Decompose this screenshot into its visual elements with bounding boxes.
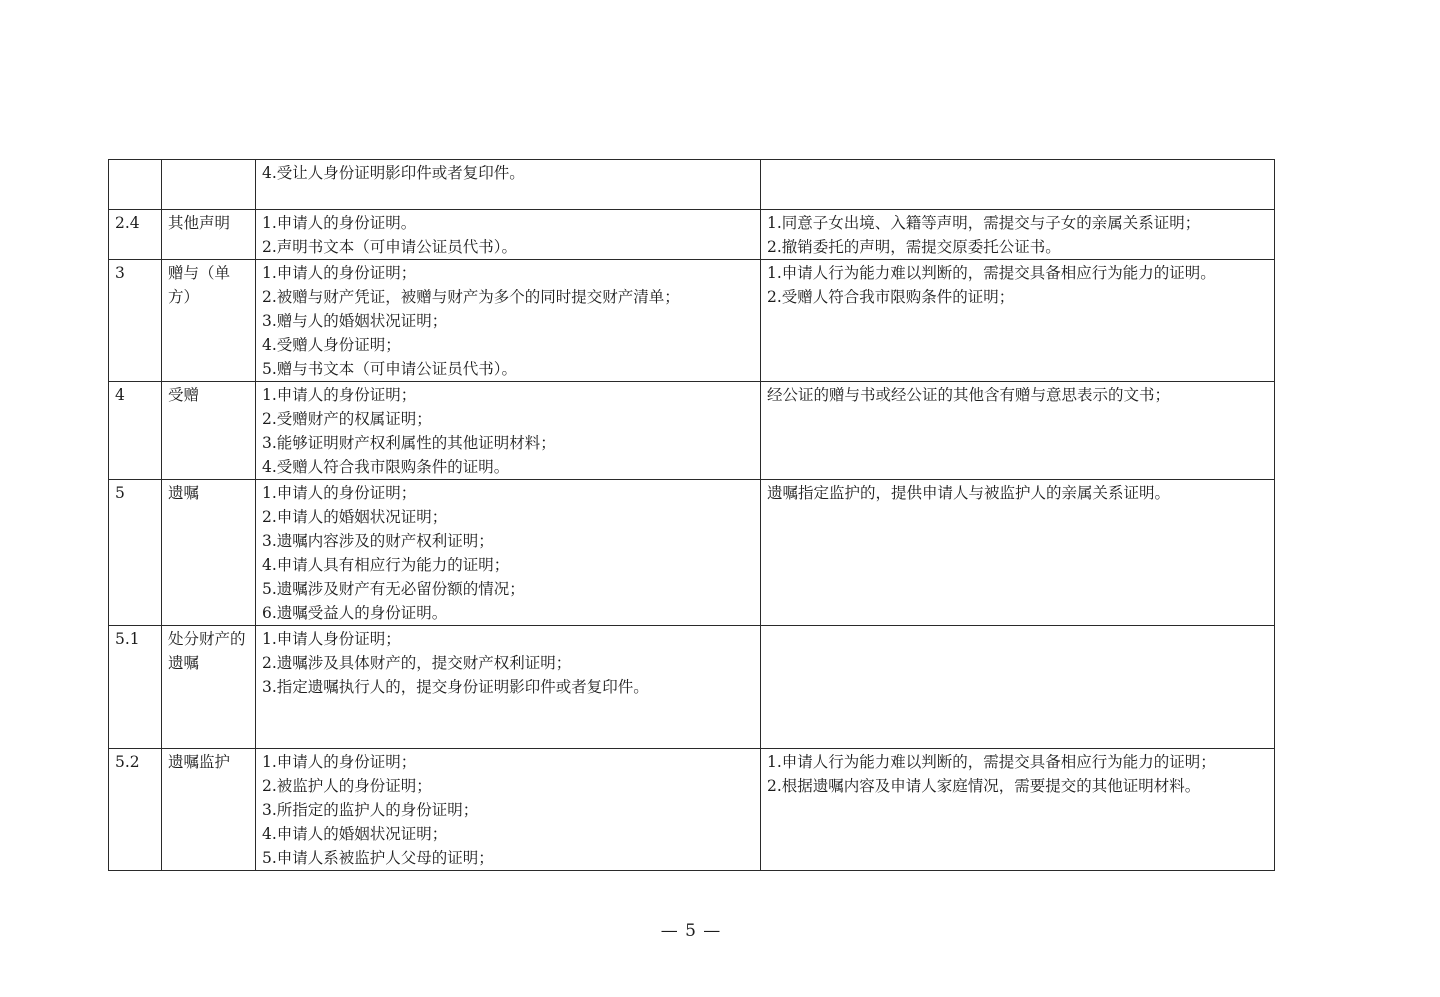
materials-cell [256, 210, 761, 260]
requirements-table [108, 159, 1275, 871]
material-item: 3.所指定的监护人的身份证明； [262, 801, 479, 819]
row-number-cell: 5 [109, 480, 162, 626]
material-item: 4.受赠人符合我市限购条件的证明。 [262, 458, 510, 476]
material-item: 2.遗嘱涉及具体财产的，提交财产权利证明； [262, 654, 572, 672]
item-name-cell: 受赠 [162, 382, 256, 480]
note-item: 1.申请人行为能力难以判断的，需提交具备相应行为能力的证明； [767, 753, 1216, 771]
materials-cell [256, 749, 761, 871]
row-number-cell: 5.1 [109, 626, 162, 749]
table-row [109, 749, 1275, 871]
material-item: 2.被监护人的身份证明； [262, 777, 432, 795]
material-item: 3.遗嘱内容涉及的财产权利证明； [262, 532, 494, 550]
item-name-cell: 遗嘱监护 [162, 749, 256, 871]
material-item: 6.遗嘱受益人的身份证明。 [262, 604, 448, 622]
notes-cell [761, 382, 1275, 480]
notes-cell [761, 160, 1275, 210]
materials-cell [256, 382, 761, 480]
material-item: 1.申请人的身份证明； [262, 484, 417, 502]
notes-cell [761, 749, 1275, 871]
material-item: 4.受赠人身份证明； [262, 336, 401, 354]
note-item: 1.同意子女出境、入籍等声明，需提交与子女的亲属关系证明； [767, 214, 1201, 232]
material-item: 4.申请人具有相应行为能力的证明； [262, 556, 510, 574]
item-name-cell: 处分财产的遗嘱 [162, 626, 256, 749]
material-item: 2.声明书文本（可申请公证员代书）。 [262, 238, 518, 256]
row-number-cell [109, 160, 162, 210]
material-item: 3.赠与人的婚姻状况证明； [262, 312, 448, 330]
material-item: 3.能够证明财产权利属性的其他证明材料； [262, 434, 556, 452]
item-name-cell: 赠与（单方） [162, 260, 256, 382]
note-item: 2.受赠人符合我市限购条件的证明； [767, 288, 1015, 306]
row-number-cell: 3 [109, 260, 162, 382]
notes-cell [761, 210, 1275, 260]
material-item: 1.申请人的身份证明； [262, 264, 417, 282]
note-item: 1.申请人行为能力难以判断的，需提交具备相应行为能力的证明。 [767, 264, 1216, 282]
material-item: 2.申请人的婚姻状况证明； [262, 508, 448, 526]
material-item: 1.申请人的身份证明； [262, 753, 417, 771]
note-item: 遗嘱指定监护的，提供申请人与被监护人的亲属关系证明。 [767, 484, 1171, 502]
item-name-cell: 其他声明 [162, 210, 256, 260]
material-item: 5.申请人系被监护人父母的证明； [262, 849, 494, 867]
materials-cell [256, 626, 761, 749]
table-row [109, 626, 1275, 749]
material-item: 5.赠与书文本（可申请公证员代书）。 [262, 360, 518, 378]
item-name-cell: 遗嘱 [162, 480, 256, 626]
material-item: 3.指定遗嘱执行人的，提交身份证明影印件或者复印件。 [262, 678, 649, 696]
materials-cell [256, 160, 761, 210]
material-item: 1.申请人的身份证明。 [262, 214, 417, 232]
note-item: 2.根据遗嘱内容及申请人家庭情况，需要提交的其他证明材料。 [767, 777, 1201, 795]
notes-cell [761, 260, 1275, 382]
row-number-cell: 4 [109, 382, 162, 480]
note-item: 经公证的赠与书或经公证的其他含有赠与意思表示的文书； [767, 386, 1171, 404]
materials-cell [256, 480, 761, 626]
material-item: 4.受让人身份证明影印件或者复印件。 [262, 164, 525, 182]
item-name-cell [162, 160, 256, 210]
notes-cell [761, 626, 1275, 749]
row-number-cell: 5.2 [109, 749, 162, 871]
row-number-cell: 2.4 [109, 210, 162, 260]
material-item: 1.申请人的身份证明； [262, 386, 417, 404]
page-number: — 5 — [660, 921, 722, 941]
material-item: 2.受赠财产的权属证明； [262, 410, 432, 428]
table-row [109, 260, 1275, 382]
materials-cell [256, 260, 761, 382]
notes-cell [761, 480, 1275, 626]
material-item: 2.被赠与财产凭证，被赠与财产为多个的同时提交财产清单； [262, 288, 680, 306]
note-item: 2.撤销委托的声明，需提交原委托公证书。 [767, 238, 1061, 256]
material-item: 5.遗嘱涉及财产有无必留份额的情况； [262, 580, 525, 598]
table-row [109, 382, 1275, 480]
material-item: 1.申请人身份证明； [262, 630, 401, 648]
material-item: 4.申请人的婚姻状况证明； [262, 825, 448, 843]
table-row [109, 160, 1275, 210]
table-row [109, 480, 1275, 626]
table-row [109, 210, 1275, 260]
